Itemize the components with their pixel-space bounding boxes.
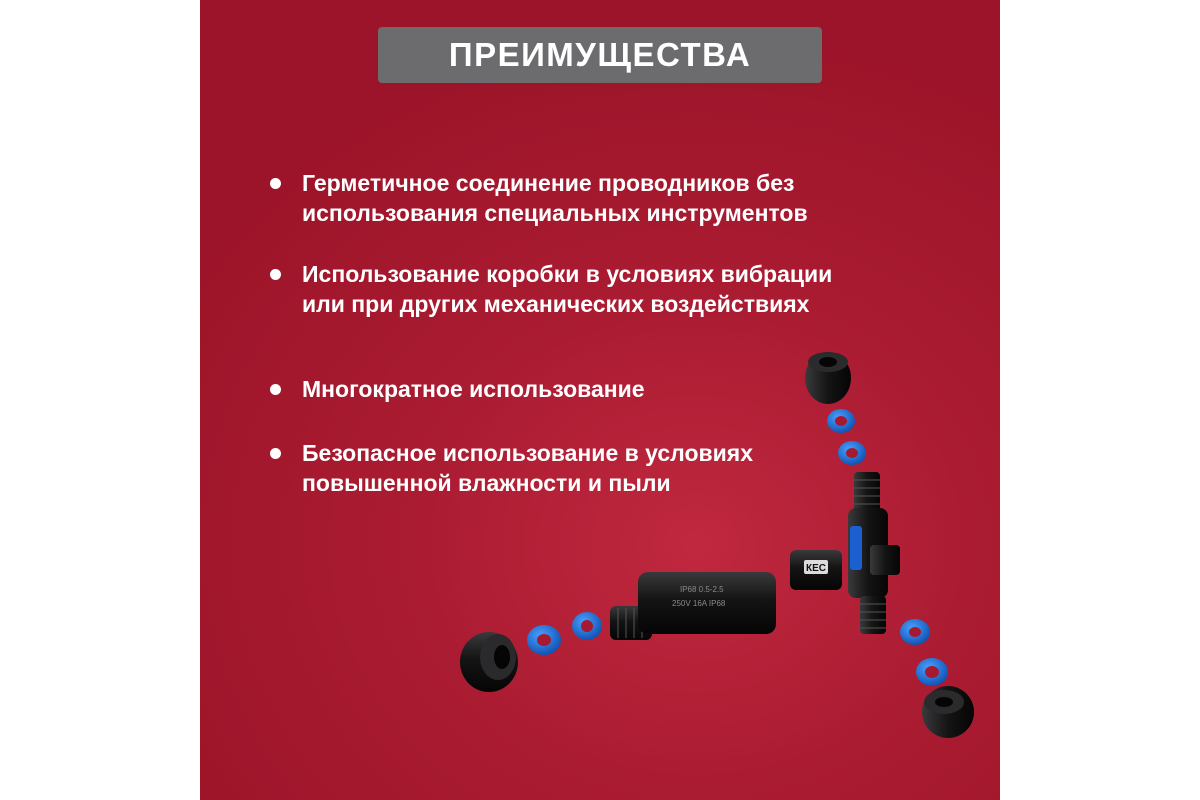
marking-text: IP68 0.5-2.5: [680, 585, 724, 594]
advantage-text: Многократное использование: [302, 376, 645, 402]
blue-seal-ring: [527, 625, 561, 655]
blue-seal-ring: [900, 619, 930, 645]
terminal-insert: [790, 550, 842, 590]
t-connector-body: [848, 472, 900, 634]
blue-seal-ring: [827, 409, 855, 433]
blue-seal-ring: [838, 441, 866, 465]
connector-product-image: [200, 0, 1000, 800]
marking-text: 250V 16A IP68: [672, 599, 726, 608]
advantage-text: Герметичное соединение проводников без использования специальных инструментов: [302, 170, 808, 226]
blue-seal-ring: [916, 658, 948, 686]
advantage-text: Использование коробки в условиях вибрации или при других механических воздействиях: [302, 261, 833, 317]
straight-connector-body: [610, 572, 776, 640]
bottom-cap-nut: [922, 686, 974, 738]
advantages-panel: [200, 0, 1000, 800]
page-title: ПРЕИМУЩЕСТВА: [448, 36, 752, 73]
top-cap-nut: [805, 352, 851, 404]
blue-seal-ring: [572, 612, 602, 640]
left-cap-nut: [460, 632, 518, 692]
brand-label: КЕС: [806, 563, 826, 574]
advantage-text: Безопасное использование в условиях повышенной влажности и пыли: [302, 440, 754, 496]
